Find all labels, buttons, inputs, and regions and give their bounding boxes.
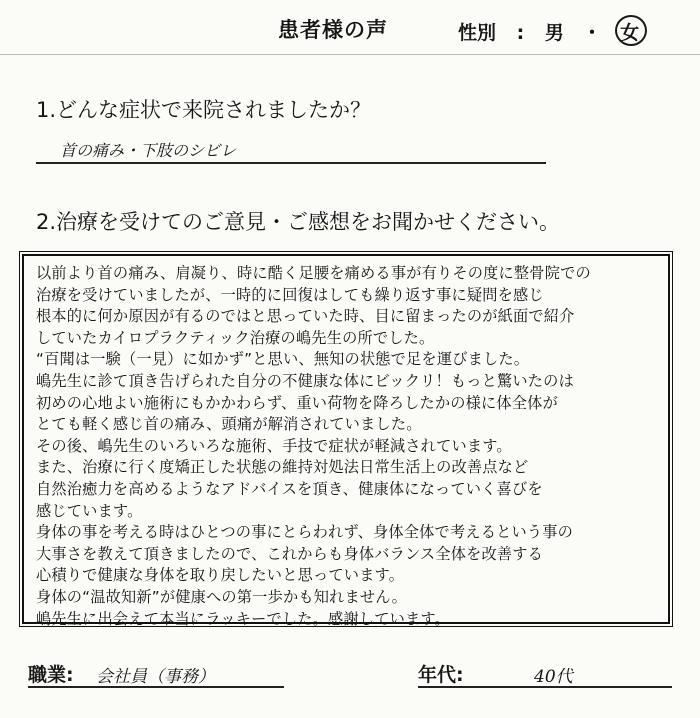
comment-line: 感じています。 bbox=[36, 501, 143, 520]
comment-line: また、治療に行く度矯正した状態の維持対処法日常生活上の改善点など bbox=[36, 458, 529, 477]
gender-option-female bbox=[620, 18, 639, 45]
question-1: 1.どんな症状で来院されましたか？ bbox=[36, 98, 372, 122]
answer-1-underline bbox=[36, 162, 546, 164]
gender-option-female-label: 女 bbox=[620, 22, 640, 44]
question-2: 2.治療を受けてのご意見・ご感想をお聞かせください。 bbox=[36, 210, 561, 234]
gender-label: 性別 bbox=[458, 22, 497, 44]
page-title: 患者様の声 bbox=[278, 18, 388, 42]
comment-line: その後、嶋先生のいろいろな施術、手技で症状が軽減されています。 bbox=[36, 436, 512, 455]
comment-line: 初めの心地よい施術にもかかわらず、重い荷物を降ろしたかの様に体全体が bbox=[36, 393, 558, 412]
comment-line: 自然治癒力を高めるようなアドバイスを頂き、健康体になっていく喜びを bbox=[36, 479, 543, 498]
gender-colon: : bbox=[516, 22, 525, 44]
selected-circle-mark bbox=[615, 15, 647, 46]
answer-1-handwritten: 首の痛み・下肢のシビレ bbox=[60, 141, 237, 160]
comment-line: していたカイロプラクティック治療の嶋先生の所でした。 bbox=[36, 328, 435, 347]
gender-separator: ・ bbox=[582, 22, 602, 44]
comment-line: 心積りで健康な身体を取り戻したいと思っています。 bbox=[36, 566, 405, 585]
comment-line: 以前より首の痛み、肩凝り、時に酷く足腰を痛める事が有りその度に整骨院での bbox=[36, 264, 591, 282]
age-underline bbox=[418, 686, 672, 688]
comment-line: 嶋先生に診て頂き告げられた自分の不健康な体にビックリ！もっと驚いたのは bbox=[36, 371, 574, 390]
comment-line: とても軽く感じ首の痛み、頭痛が解消されていました。 bbox=[36, 415, 422, 434]
comment-line: 根本的に何か原因が有るのではと思っていた時、目に留まったのが紙面で紹介 bbox=[36, 307, 575, 326]
age-value-handwritten: 40代 bbox=[534, 667, 573, 687]
comment-line: 身体の“温故知新”が健康への第一歩かも知れません。 bbox=[36, 587, 407, 606]
comment-line: 嶋先生に出会えて本当にラッキーでした。感謝しています。 bbox=[36, 609, 450, 628]
occupation-value-handwritten: 会社員（事務） bbox=[96, 667, 215, 687]
occupation-label: 職業: bbox=[28, 664, 74, 686]
comment-line: 大事さを教えて頂きましたので、これからも身体バランス全体を改善する bbox=[36, 544, 544, 563]
gender-field bbox=[458, 18, 639, 45]
occupation-underline bbox=[28, 686, 284, 688]
comment-box bbox=[22, 254, 670, 628]
comment-text bbox=[36, 263, 662, 630]
comment-line: 治療を受けていましたが、一時的に回復はしても繰り返す事に疑問を感じ bbox=[36, 285, 544, 304]
age-label: 年代: bbox=[418, 664, 464, 686]
header-divider bbox=[0, 54, 700, 55]
comment-line: 身体の事を考える時はひとつの事にとらわれず、身体全体で考えるという事の bbox=[36, 523, 574, 542]
gender-option-male: 男 bbox=[544, 22, 564, 44]
comment-line: “百聞は一験（一見）に如かず”と思い、無知の状態で足を運びました。 bbox=[36, 350, 530, 369]
